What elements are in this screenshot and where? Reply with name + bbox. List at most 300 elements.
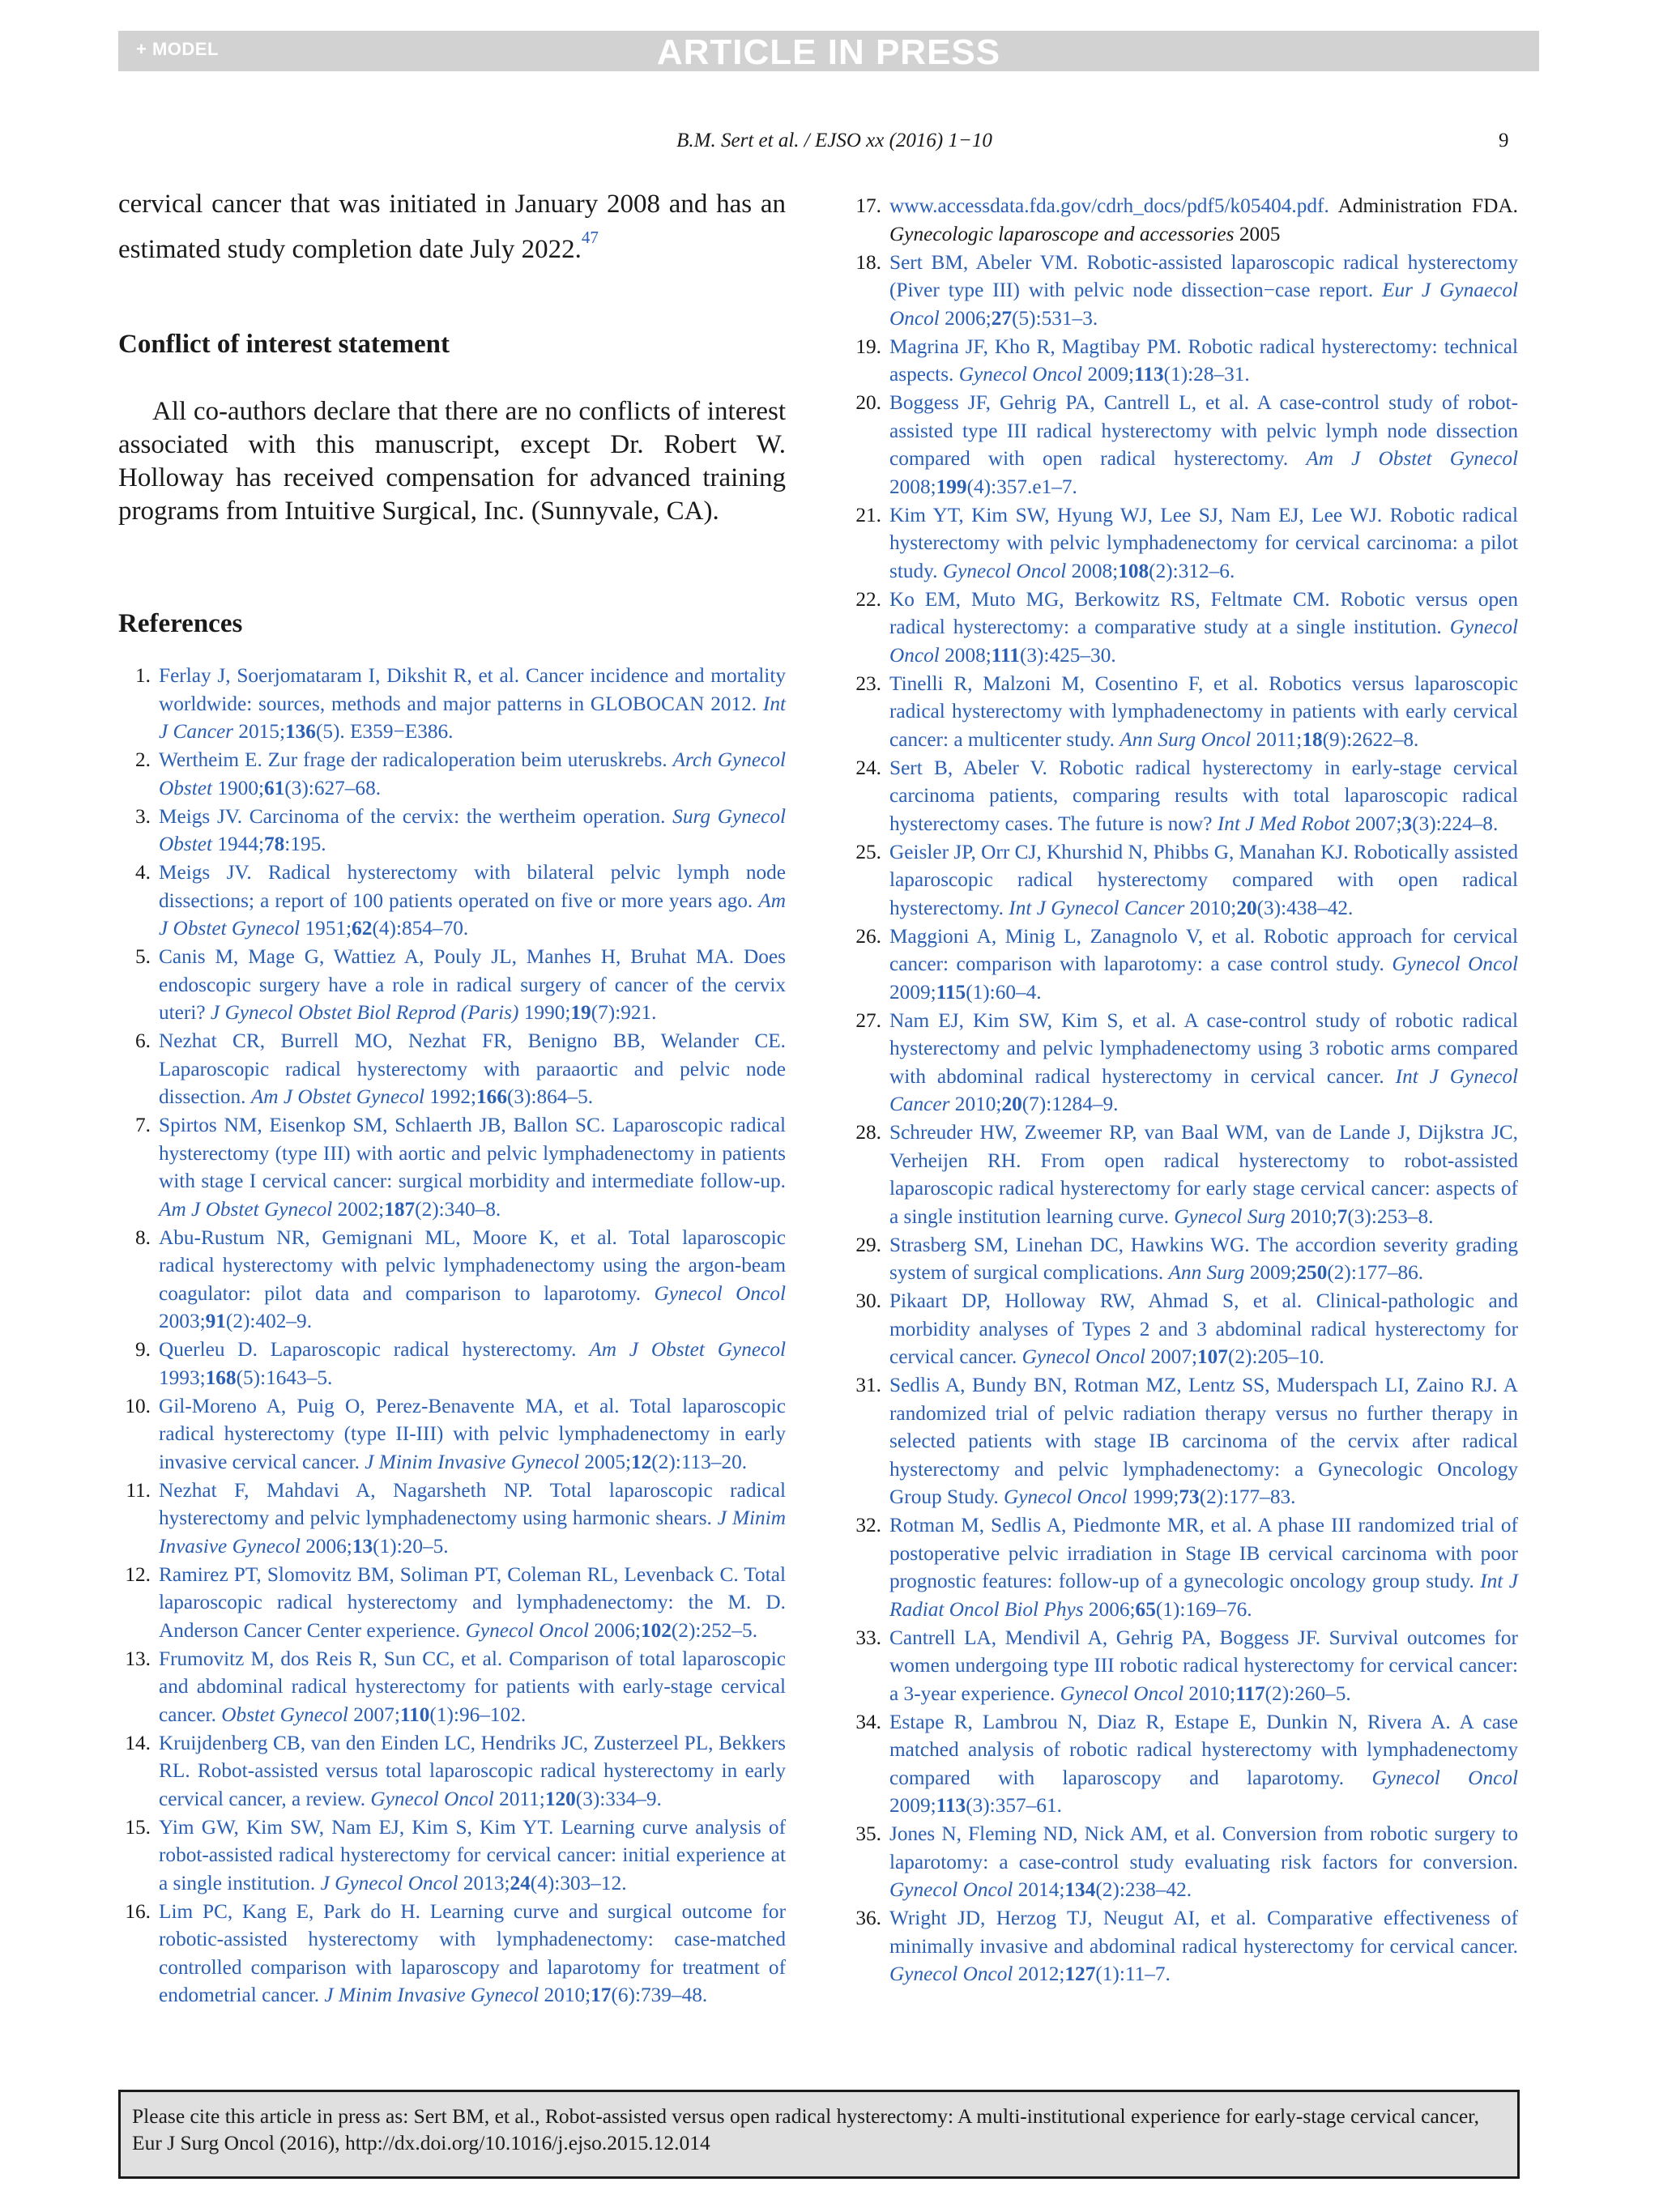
reference-number: 34. — [855, 1710, 881, 1733]
reference-number: 28. — [855, 1121, 881, 1144]
reference-year: 2006; — [1083, 1597, 1136, 1621]
references-list-right — [855, 192, 1519, 1988]
reference-year: 1990; — [518, 1001, 571, 1024]
reference-item — [125, 1729, 786, 1813]
reference-authors-title: Rotman M, Sedlis A, Piedmonte MR, et al. A phase III randomized trial of postoperative pelvic irradiation in Stage IB cervical carcinoma with poor prognostic features: follow-up of a gynecologic oncology group study. — [889, 1514, 1518, 1592]
reference-journal: Arch Gynecol Obstet — [159, 748, 787, 799]
reference-link[interactable] — [889, 251, 1518, 330]
reference-year: 1944; — [212, 833, 264, 855]
reference-journal: Ann Surg Oncol — [1120, 727, 1252, 751]
reference-volume: 199 — [936, 475, 967, 498]
reference-year: 2011; — [493, 1787, 545, 1810]
reference-year: 1900; — [212, 776, 264, 799]
reference-number: 3. — [135, 804, 151, 828]
citation-notice: Please cite this article in press as: Sert BM, et al., Robot-assisted versus open radical hysterectomy: A multi-institutional experience for early-stage cervical cancer, Eur J Surg Oncol (2016), http://dx.doi.org/10.1016/j.ejso.2015.12.014 — [118, 2090, 1520, 2179]
reference-authors-title: Pikaart DP, Holloway RW, Ahmad S, et al. Clinical-pathologic and morbidity analyses of Types 2 and 3 abdominal radical hysterectomy for cervical cancer. — [889, 1289, 1518, 1368]
reference-link[interactable] — [159, 1647, 786, 1726]
reference-pages: (1):60–4. — [966, 980, 1042, 1004]
reference-number: 6. — [135, 1029, 151, 1052]
reference-authors-title: Kim YT, Kim SW, Hyung WJ, Lee SJ, Nam EJ, Lee WJ. Robotic radical hysterectomy with pelvic lymphadenectomy for cervical carcinoma: a pilot study. — [889, 503, 1518, 582]
reference-year: 1992; — [424, 1085, 477, 1108]
reference-journal: J Gynecol Oncol — [320, 1871, 458, 1894]
reference-number: 35. — [855, 1822, 881, 1845]
reference-volume: 102 — [640, 1618, 672, 1642]
reference-authors-title: Frumovitz M, dos Reis R, Sun CC, et al. Comparison of total laparoscopic and abdominal radical hysterectomy for patients with early-stage cervical cancer. — [159, 1647, 786, 1726]
reference-item — [855, 1624, 1518, 1708]
conflict-paragraph: All co-authors declare that there are no conflicts of interest associated with this manuscript, except Dr. Robert W. Holloway has received compensation for advanced training programs from Intuitive Surgical, Inc. (Sunnyvale, CA). — [118, 397, 786, 526]
reference-url-link[interactable]: www.accessdata.fda.gov/cdrh_docs/pdf5/k05404.pdf. — [889, 194, 1329, 217]
reference-pages: (7):921. — [591, 1001, 657, 1024]
reference-pages: (4):854–70. — [372, 917, 469, 940]
reference-year: 2009; — [1244, 1261, 1297, 1284]
reference-journal: J Gynecol Obstet Biol Reprod (Paris) — [210, 1001, 519, 1024]
reference-number: 31. — [855, 1374, 881, 1396]
reference-authors-title: Nezhat F, Mahdavi A, Nagarsheth NP. Total laparoscopic radical hysterectomy and pelvic lymphadenectomy using harmonic shears. — [159, 1478, 786, 1529]
reference-number: 16. — [125, 1899, 151, 1923]
reference-item — [125, 1813, 786, 1898]
reference-volume: 19 — [570, 1001, 591, 1024]
reference-number: 1. — [135, 664, 151, 687]
reference-pages: (2):177–83. — [1199, 1485, 1296, 1508]
reference-journal: Gynecol Oncol — [465, 1618, 590, 1642]
reference-item — [135, 1336, 787, 1392]
reference-number: 24. — [855, 756, 881, 779]
reference-pages: (2):238–42. — [1095, 1878, 1192, 1901]
reference-journal: Am J Obstet Gynecol — [159, 1197, 333, 1221]
reference-volume: 24 — [510, 1871, 531, 1894]
reference-journal: Int J Cancer — [159, 692, 786, 743]
reference-pages: (1):11–7. — [1095, 1963, 1171, 1985]
reference-journal: Gynecol Oncol — [1371, 1766, 1518, 1789]
reference-pages: (4):357.e1–7. — [966, 475, 1077, 498]
reference-journal: Int J Gynecol Cancer — [889, 1064, 1519, 1115]
reference-authors-title: Wertheim E. Zur frage der radicaloperation beim uteruskrebs. — [159, 748, 673, 771]
reference-volume: 65 — [1135, 1597, 1156, 1621]
reference-volume: 12 — [631, 1450, 652, 1473]
reference-link[interactable] — [889, 841, 1518, 919]
reference-title: Gynecologic laparoscope and accessories — [889, 222, 1235, 245]
reference-item — [855, 1119, 1518, 1230]
reference-link[interactable] — [889, 1514, 1518, 1621]
reference-link[interactable] — [889, 1711, 1518, 1818]
reference-year: 2008; — [939, 643, 992, 667]
reference-volume: 7 — [1337, 1204, 1348, 1228]
reference-volume: 113 — [936, 1794, 966, 1817]
right-column — [855, 192, 1519, 1988]
reference-journal: Int J Gynecol Cancer — [1009, 896, 1185, 919]
reference-authors-title: Schreuder HW, Zweemer RP, van Baal WM, van de Lande J, Dijkstra JC, Verheijen RH. From open radical hysterectomy to robot-assisted laparoscopic radical hysterectomy for early stage cervical cancer: aspects of a single institution learning curve. — [889, 1121, 1518, 1228]
reference-journal: J Minim Invasive Gynecol — [324, 1984, 539, 2006]
reference-number: 13. — [125, 1647, 151, 1670]
reference-journal: Gynecol Oncol — [958, 363, 1083, 386]
reference-link[interactable] — [159, 1900, 786, 2007]
reference-pages: (2):312–6. — [1149, 559, 1235, 582]
reference-pages: (3):864–5. — [506, 1085, 594, 1108]
reference-link[interactable] — [889, 925, 1518, 1004]
reference-year: 2009; — [889, 1794, 936, 1817]
reference-item — [855, 192, 1518, 248]
reference-pages: (3):438–42. — [1256, 896, 1354, 919]
reference-volume: 18 — [1302, 727, 1323, 751]
reference-year: 2011; — [1251, 727, 1303, 751]
reference-journal: Int J Med Robot — [1217, 812, 1350, 835]
reference-item — [855, 1904, 1518, 1988]
reference-volume: 168 — [205, 1366, 237, 1389]
reference-item — [135, 746, 787, 802]
reference-pages: (2):205–10. — [1227, 1345, 1324, 1368]
reference-link[interactable] — [889, 1374, 1518, 1508]
reference-year: 2010; — [539, 1984, 591, 2006]
reference-link[interactable] — [889, 391, 1518, 498]
reference-authors-title: Gil-Moreno A, Puig O, Perez-Benavente MA, et al. Total laparoscopic radical hysterectomy (type II-III) with pelvic lymphadenectomy in early invasive cervical cancer. — [159, 1394, 786, 1473]
reference-authors-title: Querleu D. Laparoscopic radical hysterectomy. — [159, 1338, 590, 1361]
reference-volume: 134 — [1064, 1878, 1096, 1901]
reference-number: 27. — [855, 1008, 881, 1032]
reference-authors-title: Sedlis A, Bundy BN, Rotman MZ, Lentz SS, Muderspach LI, Zaino RJ. A randomized trial of pelvic radiation therapy versus no further therapy in selected patients with stage IB carcinoma of the cervix after radical hysterectomy and pelvic lymphadenectomy: a Gynecologic Oncology Group Study. — [889, 1374, 1518, 1508]
reference-link[interactable] — [159, 1029, 786, 1108]
reference-text: Administration FDA. — [1328, 194, 1518, 217]
reference-link[interactable] — [159, 748, 786, 799]
reference-volume: 166 — [476, 1085, 507, 1108]
reference-number: 2. — [135, 748, 151, 771]
reference-authors-title: Wright JD, Herzog TJ, Neugut AI, et al. Comparative effectiveness of minimally invasive and abdominal radical hysterectomy for cervical cancer. — [889, 1907, 1518, 1958]
reference-volume: 115 — [936, 980, 966, 1004]
reference-item — [855, 1708, 1518, 1820]
reference-volume: 127 — [1064, 1963, 1096, 1985]
references-heading: References — [118, 609, 243, 638]
reference-authors-title: Kruijdenberg CB, van den Einden LC, Hendriks JC, Zusterzeel PL, Bekkers RL. Robot-assisted versus total laparoscopic radical hysterectomy in early cervical cancer, a review. — [159, 1731, 786, 1810]
reference-authors-title: Maggioni A, Minig L, Zanagnolo V, et al. Robotic approach for cervical cancer: comparison with laparotomy: a case control study. — [889, 924, 1518, 975]
reference-journal: Am J Obstet Gynecol — [250, 1085, 425, 1108]
reference-authors-title: Estape R, Lambrou N, Diaz R, Estape E, Dunkin N, Rivera A. A case matched analysis of robotic radical hysterectomy with lymphadenectomy compared with laparoscopy and laparotomy. — [889, 1710, 1518, 1789]
reference-pages: (2):177–86. — [1327, 1261, 1424, 1284]
reference-journal: Surg Gynecol Obstet — [159, 804, 786, 855]
references-list-left — [118, 662, 786, 2010]
reference-journal: Am J Obstet Gynecol — [159, 889, 786, 940]
reference-journal: Am J Obstet Gynecol — [589, 1338, 787, 1361]
reference-journal: Gynecol Oncol — [654, 1281, 786, 1305]
reference-authors-title: Lim PC, Kang E, Park do H. Learning curve and surgical outcome for robotic-assisted hysterectomy with lymphadenectomy: case-matched controlled comparison with laparoscopy and laparotomy for treatment of endometrial cancer. — [159, 1899, 786, 2006]
reference-authors-title: Sert B, Abeler V. Robotic radical hysterectomy in early-stage cervical carcinoma patients, comparing results with total laparoscopic radical hysterectomy cases. The future is now? — [889, 756, 1518, 835]
reference-authors-title: Ferlay J, Soerjomataram I, Dikshit R, et al. Cancer incidence and mortality worldwide: sources, methods and major patterns in GLOBOCAN 2012. — [159, 664, 786, 715]
reference-authors-title: Geisler JP, Orr CJ, Khurshid N, Phibbs G, Manahan KJ. Robotically assisted laparoscopic radical hysterectomy compared with open radical hysterectomy. — [889, 840, 1518, 919]
reference-year: 2014; — [1013, 1878, 1065, 1901]
reference-item — [125, 1561, 786, 1645]
reference-number: 21. — [855, 503, 881, 526]
reference-pages: (3):334–9. — [575, 1787, 662, 1810]
reference-journal: Gynecol Surg — [1174, 1204, 1286, 1228]
reference-pages: (3):224–8. — [1412, 812, 1499, 835]
reference-volume: 110 — [399, 1703, 430, 1726]
reference-item — [135, 859, 786, 943]
reference-volume: 78 — [264, 833, 285, 855]
reference-link[interactable] — [889, 1009, 1518, 1116]
reference-item — [855, 1820, 1518, 1904]
reference-number: 29. — [855, 1233, 881, 1256]
reference-item — [855, 501, 1518, 586]
reference-link[interactable] — [159, 1226, 786, 1333]
reference-journal: Gynecol Oncol — [889, 1878, 1013, 1901]
reference-authors-title: Nam EJ, Kim SW, Kim S, et al. A case-control study of robotic radical hysterectomy and pelvic lymphadenectomy using 3 robotic arms compared with abdominal radical hysterectomy in cervical cancer. — [889, 1008, 1518, 1088]
reference-year: 2003; — [159, 1310, 206, 1332]
intro-text: cervical cancer that was initiated in January 2008 and has an estimated study completion date July 2022. — [118, 190, 786, 264]
reference-pages: (1):28–31. — [1163, 363, 1250, 386]
reference-pages: (7):1284–9. — [1021, 1093, 1119, 1115]
reference-item — [855, 923, 1518, 1007]
reference-link[interactable] — [159, 1338, 786, 1389]
reference-link[interactable] — [889, 1289, 1518, 1368]
reference-volume: 107 — [1197, 1345, 1228, 1368]
banner-title: ARTICLE IN PRESS — [656, 32, 1001, 72]
reference-link[interactable] — [889, 335, 1518, 386]
reference-item — [855, 670, 1518, 754]
reference-number: 10. — [125, 1394, 151, 1417]
reference-number: 36. — [855, 1907, 881, 1929]
reference-link[interactable] — [159, 945, 786, 1024]
reference-number: 18. — [855, 250, 881, 274]
reference-number: 7. — [135, 1114, 151, 1136]
reference-year: 2006; — [939, 306, 992, 330]
reference-journal: Int J Radiat Oncol Biol Phys — [889, 1570, 1518, 1621]
reference-item — [126, 1477, 786, 1561]
reference-year: 2013; — [458, 1871, 510, 1894]
reference-number: 9. — [135, 1338, 151, 1361]
reference-pages: (2):260–5. — [1265, 1681, 1351, 1705]
reference-item — [855, 389, 1518, 501]
reference-journal: Eur J Gynaecol Oncol — [889, 279, 1518, 330]
reference-number: 23. — [855, 671, 881, 695]
reference-volume: 3 — [1401, 812, 1413, 835]
reference-year: 2009; — [889, 980, 936, 1004]
reference-year: 2007; — [1145, 1345, 1197, 1368]
reference-volume: 91 — [205, 1310, 226, 1332]
model-label: + MODEL — [136, 39, 219, 59]
reference-item — [855, 1287, 1518, 1371]
reference-pages: (2):113–20. — [651, 1450, 748, 1473]
reference-item — [855, 1231, 1518, 1287]
reference-volume: 250 — [1296, 1261, 1328, 1284]
reference-number: 5. — [135, 945, 151, 968]
reference-year: 1999; — [1127, 1485, 1179, 1508]
reference-item — [125, 1898, 786, 2010]
reference-link[interactable] — [159, 664, 786, 743]
reference-pages: (4):303–12. — [530, 1871, 627, 1894]
reference-authors-title: Boggess JF, Gehrig PA, Cantrell L, et al. A case-control study of robot-assisted type III radical hysterectomy with pelvic lymph node dissection compared with open radical hysterectomy. — [889, 391, 1518, 470]
reference-number: 25. — [855, 840, 881, 863]
reference-number: 4. — [135, 861, 151, 884]
reference-item — [125, 1645, 786, 1729]
reference-year: 2005 — [1234, 222, 1281, 245]
reference-year: 2008; — [889, 475, 936, 498]
reference-number: 12. — [125, 1562, 151, 1586]
reference-pages: (2):402–9. — [225, 1310, 313, 1332]
reference-number: 11. — [126, 1478, 151, 1502]
reference-journal: Gynecol Oncol — [1021, 1345, 1146, 1368]
reference-volume: 113 — [1134, 363, 1164, 386]
reference-number: 17. — [855, 194, 881, 217]
reference-journal: Gynecol Oncol — [1004, 1485, 1128, 1508]
reference-pages: (5):531–3. — [1012, 306, 1098, 330]
reference-number: 8. — [135, 1225, 151, 1249]
conflict-heading: Conflict of interest statement — [118, 330, 450, 359]
reference-link[interactable] — [159, 1732, 786, 1810]
reference-volume: 20 — [1001, 1093, 1022, 1115]
reference-year: 1993; — [159, 1366, 206, 1389]
reference-item — [855, 333, 1518, 389]
reference-item — [135, 943, 786, 1027]
reference-authors-title: Sert BM, Abeler VM. Robotic-assisted laparoscopic radical hysterectomy (Piver type III) with pelvic node dissection−case report. — [889, 250, 1518, 301]
reference-journal: J Minim Invasive Gynecol — [159, 1507, 786, 1558]
reference-authors-title: Abu-Rustum NR, Gemignani ML, Moore K, et al. Total laparoscopic radical hysterectomy with pelvic lymphadenectomy using the argon-beam coagulator: pilot data and comparison to laparotomy. — [159, 1225, 786, 1305]
reference-link[interactable] — [889, 1626, 1518, 1705]
reference-year: 2008; — [1066, 559, 1119, 582]
reference-number: 14. — [125, 1731, 151, 1754]
reference-year: 2015; — [233, 720, 285, 743]
reference-link[interactable] — [159, 805, 786, 856]
reference-authors-title: Ramirez PT, Slomovitz BM, Soliman PT, Coleman RL, Levenback C. Total laparoscopic radical hysterectomy and lymphadenectomy: the M. D. Anderson Cancer Center experience. — [159, 1562, 786, 1642]
reference-number: 20. — [855, 391, 881, 414]
reference-item — [135, 662, 786, 746]
reference-link[interactable] — [889, 757, 1518, 835]
reference-link[interactable] — [889, 1234, 1518, 1285]
article-in-press-banner — [118, 31, 1539, 71]
reference-journal: J Minim Invasive Gynecol — [365, 1450, 580, 1473]
reference-number: 22. — [855, 587, 881, 611]
reference-item — [855, 1371, 1518, 1511]
reference-pages: (3):253–8. — [1347, 1204, 1434, 1228]
reference-number: 15. — [125, 1815, 151, 1839]
reference-authors-title: Strasberg SM, Linehan DC, Hawkins WG. The accordion severity grading system of surgical complications. — [889, 1233, 1518, 1284]
reference-item — [135, 1027, 786, 1111]
reference-volume: 187 — [384, 1197, 416, 1221]
reference-journal: Gynecol Oncol — [1060, 1681, 1184, 1705]
reference-journal: Gynecol Oncol — [889, 1963, 1013, 1985]
reference-item — [855, 754, 1518, 838]
reference-link[interactable] — [889, 1907, 1518, 1985]
reference-link[interactable] — [889, 588, 1518, 667]
reference-pages: (5):1643–5. — [236, 1366, 333, 1389]
reference-pages: (2):340–8. — [415, 1197, 501, 1221]
reference-pages: (3):357–61. — [966, 1794, 1062, 1817]
reference-number: 33. — [855, 1626, 881, 1649]
reference-volume: 117 — [1235, 1681, 1265, 1705]
reference-pages: (1):169–76. — [1155, 1597, 1252, 1621]
reference-year: 2010; — [1183, 1681, 1236, 1705]
reference-link[interactable] — [159, 1395, 786, 1473]
reference-volume: 13 — [352, 1534, 373, 1558]
reference-number: 32. — [855, 1514, 881, 1536]
reference-link[interactable] — [159, 1816, 786, 1894]
reference-volume: 62 — [352, 917, 373, 940]
reference-item — [855, 586, 1518, 670]
reference-pages: (9):2622–8. — [1322, 727, 1419, 751]
reference-authors-title: Meigs JV. Carcinoma of the cervix: the wertheim operation. — [159, 804, 673, 828]
reference-number: 19. — [855, 335, 881, 358]
reference-authors-title: Magrina JF, Kho R, Magtibay PM. Robotic radical hysterectomy: technical aspects. — [889, 335, 1518, 386]
reference-pages: (3):425–30. — [1019, 643, 1116, 667]
reference-authors-title: Yim GW, Kim SW, Nam EJ, Kim S, Kim YT. Learning curve analysis of robot-assisted radical hysterectomy for cervical cancer: initial experience at a single institution. — [159, 1815, 786, 1894]
page-number: 9 — [1499, 130, 1509, 151]
reference-link[interactable] — [889, 1121, 1518, 1228]
citation-link[interactable]: 47 — [581, 228, 599, 247]
reference-authors-title: Jones N, Fleming ND, Nick AM, et al. Conversion from robotic surgery to laparotomy: a case-control study evaluating risk factors for conversion. — [889, 1822, 1518, 1873]
reference-journal: Gynecol Oncol — [370, 1787, 494, 1810]
reference-year: 2009; — [1082, 363, 1135, 386]
reference-year: 2006; — [300, 1534, 352, 1558]
reference-item — [125, 1392, 786, 1477]
reference-volume: 136 — [284, 720, 316, 743]
reference-link[interactable] — [159, 1114, 786, 1221]
reference-item — [855, 838, 1518, 923]
reference-year: 2012; — [1013, 1963, 1065, 1985]
reference-journal: Gynecol Oncol — [889, 616, 1518, 667]
reference-item — [135, 803, 786, 859]
reference-item — [855, 249, 1518, 333]
reference-volume: 61 — [264, 776, 285, 799]
reference-authors-title: Meigs JV. Radical hysterectomy with bilateral pelvic lymph node dissections; a report of 100 patients operated on five or more years ago. — [159, 861, 786, 912]
reference-link[interactable] — [159, 861, 786, 940]
reference-pages: (2):252–5. — [671, 1618, 758, 1642]
reference-year: 2010; — [949, 1093, 1002, 1115]
reference-journal: Gynecol Oncol — [942, 559, 1067, 582]
reference-journal: Obstet Gynecol — [221, 1703, 348, 1726]
reference-journal: Ann Surg — [1168, 1261, 1245, 1284]
reference-item — [855, 1511, 1518, 1623]
reference-number: 30. — [855, 1289, 881, 1312]
reference-year: 2007; — [348, 1703, 400, 1726]
reference-pages: :195. — [284, 833, 326, 855]
reference-authors-title: Tinelli R, Malzoni M, Cosentino F, et al. Robotics versus laparoscopic radical hysterectomy with lymphadenectomy in patients with early cervical cancer: a multicenter study. — [889, 671, 1518, 751]
reference-pages: (1):20–5. — [373, 1534, 449, 1558]
reference-volume: 27 — [991, 306, 1013, 330]
reference-year: 2006; — [589, 1618, 641, 1642]
reference-link[interactable] — [159, 1479, 786, 1558]
reference-volume: 20 — [1236, 896, 1257, 919]
reference-volume: 73 — [1179, 1485, 1200, 1508]
running-head: B.M. Sert et al. / EJSO xx (2016) 1−10 — [676, 130, 992, 151]
intro-paragraph — [118, 188, 786, 266]
reference-volume: 120 — [544, 1787, 576, 1810]
reference-link[interactable] — [159, 1563, 786, 1642]
reference-year: 2007; — [1350, 812, 1402, 835]
reference-authors-title: Ko EM, Muto MG, Berkowitz RS, Feltmate CM. Robotic versus open radical hysterectomy: a comparative study at a single institution. — [889, 587, 1518, 638]
reference-journal: Am J Obstet Gynecol — [1306, 447, 1518, 470]
reference-link[interactable] — [889, 1822, 1518, 1901]
reference-year: 2002; — [332, 1197, 385, 1221]
reference-year: 2005; — [579, 1450, 631, 1473]
reference-authors-title: Nezhat CR, Burrell MO, Nezhat FR, Benigno BB, Welander CE. Laparoscopic radical hysterectomy with paraaortic and pelvic node dissection. — [159, 1029, 786, 1108]
left-column — [118, 188, 786, 2010]
reference-volume: 17 — [591, 1984, 612, 2006]
reference-year: 2010; — [1285, 1204, 1337, 1228]
reference-link[interactable] — [889, 504, 1518, 582]
reference-authors-title: Cantrell LA, Mendivil A, Gehrig PA, Boggess JF. Survival outcomes for women undergoing type III robotic radical hysterectomy for cervical cancer: a 3-year experience. — [889, 1626, 1518, 1705]
reference-pages: (3):627–68. — [284, 776, 382, 799]
reference-authors-title: Spirtos NM, Eisenkop SM, Schlaerth JB, Ballon SC. Laparoscopic radical hysterectomy (type III) with aortic and pelvic lymphadenectomy in patients with stage I cervical cancer: surgical morbidity and intermediate follow-up. — [159, 1114, 786, 1192]
reference-number: 26. — [855, 924, 881, 948]
reference-pages: (1):96–102. — [429, 1703, 527, 1726]
reference-year: 2010; — [1184, 896, 1237, 919]
reference-pages: (6):739–48. — [611, 1984, 708, 2006]
reference-authors-title: Canis M, Mage G, Wattiez A, Pouly JL, Manhes H, Bruhat MA. Does endoscopic surgery have a role in radical surgery of cancer of the cervix uteri? — [159, 945, 786, 1024]
reference-volume: 111 — [991, 643, 1020, 667]
reference-year: 1951; — [300, 917, 352, 940]
reference-link[interactable] — [889, 672, 1518, 751]
reference-volume: 108 — [1118, 559, 1149, 582]
reference-pages: (5). E359−E386. — [315, 720, 454, 743]
reference-item — [135, 1111, 786, 1223]
reference-item — [135, 1224, 786, 1336]
